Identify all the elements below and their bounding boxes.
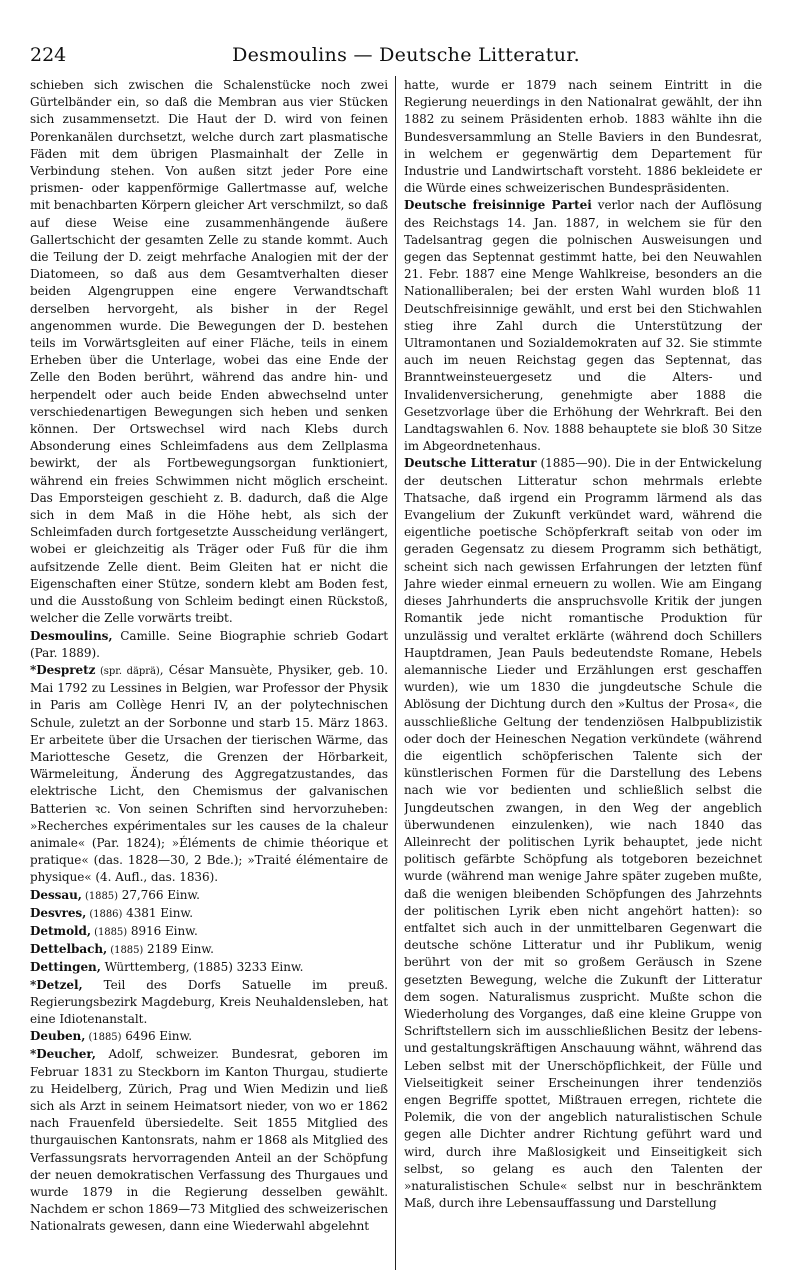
entry-deuben (30, 1028, 388, 1046)
left-column (30, 77, 388, 1267)
running-title: Desmoulins — Deutsche Litteratur. (232, 44, 580, 66)
entry-term: Desmoulins, (30, 628, 113, 643)
entry-text: verlor nach der Auflösung des Reichstags 14. Jan. 1887, in welchem sie für den Tadelsantrag gegen die polnischen Ausweisungen und gegen das Septennat gestimmt hatte, bei den Neuwahlen 21. Febr. 1887 eine Menge Wahlkreise, besonders an die Nationalliberalen; bei der ersten Wahl wurden bloß 11 Deutschfreisinnige gewählt, und erst bei den Stichwahlen stieg ihre Zahl durch die Unterstützung der Ultramontanen und Sozialdemokraten auf 32. Sie stimmte auch im neuen Reichstag gegen das Septennat, das Branntweinsteuergesetz und die Alters- und Invalidenversicherung, genehmigte aber 1888 die Gesetzvorlage über die Erhöhung der Wehrkraft. Bei den Landtagswahlen 6. Nov. 1888 behauptete sie bloß 30 Sitze im Abgeordnetenhaus. (404, 198, 762, 454)
entry-text: 8916 Einw. (127, 923, 198, 938)
entry-text: Württemberg, (1885) 3233 Einw. (100, 960, 304, 975)
entry-text: Teil des Dorfs Satuelle im preuß. Regierungsbezirk Magdeburg, Kreis Neuhaldensleben, hat eine Idiotenanstalt. (30, 977, 388, 1026)
diatom-article-continuation: schieben sich zwischen die Schalenstücke noch zwei Gürtelbänder ein, so daß die Membran aus vier Stücken sich zusammensetzt. Die Haut der D. wird von feinen Porenkanälen durchsetzt, welche durch zart plasmatische Fäden mit dem übrigen Plasmainhalt der Zelle in Verbindung stehen. Von außen sitzt jeder Pore eine prismen- oder kappenförmige Gallertmasse auf, welche mit benachbarten Körpern gleicher Art verschmilzt, so daß auf diese Weise eine zusammenhängende äußere Gallertschicht der gesamten Zelle zu stande kommt. Auch die Teilung der D. zeigt mehrfache Analogien mit der der Diatomeen, so daß aus dem Gesamtverhalten dieser beiden Algengruppen eine engere Verwandtschaft derselben hervorgeht, als bisher in der Regel angenommen wurde. Die Bewegungen der D. bestehen teils im Vorwärtsgleiten auf einer Fläche, teils in einem Erheben über die Unterlage, wobei das eine Ende der Zelle den Boden berührt, während das andre hin- und herpendelt oder auch beide Enden abwechselnd unter verschiedenartigen Bewegungen sich heben und senken können. Der Ortswechsel wird nach Klebs durch Absonderung eines Schleimfadens aus dem Zellplasma bewirkt, der als Fortbewegungsorgan funktioniert, während ein freies Schwimmen nicht möglich erscheint. Das Emporsteigen geschieht z. B. dadurch, daß die Alge sich in dem Maß in die Höhe hebt, als sich der Schleimfaden durch fortgesetzte Ausscheidung verlängert, wobei er gleichzeitig als Träger oder Fuß für die ihm aufsitzende Zelle dient. Beim Gleiten hat er nicht die Eigenschaften einer Stütze, sondern klebt am Boden fest, und die Ausstoßung von Schleim bedingt einen Rückstoß, welcher die Zelle vorwärts treibt. (30, 78, 388, 626)
right-column (404, 77, 762, 1267)
page-header (30, 44, 782, 68)
entry-term: Detmold, (30, 923, 92, 938)
entry-term: Deuben, (30, 1029, 86, 1044)
census-year: (1885) (107, 945, 144, 957)
entry-desvres (30, 905, 388, 923)
entry-term: *Despretz (30, 662, 96, 677)
entry-text: Adolf, schweizer. Bundesrat, geboren im Februar 1831 zu Steckborn im Kanton Thurgau, studierte zu Heidelberg, Zürich, Prag und Wien Medizin und ließ sich als Arzt in seinem Heimatsort nieder, von wo er 1862 nach Frauenfeld übersiedelte. Seit 1855 Mitglied des thurgauischen Kantonsrats, nahm er 1868 als Mitglied des Verfassungsrats hervorragenden Anteil an der Schöpfung der neuen demokratischen Verfassung des Thurgaues und wurde 1879 in die Regierung desselben gewählt. Nachdem er schon 1869—73 Mitglied des schweizerischen Nationalrats gewesen, dann eine Wiederwahl abgelehnt (30, 1047, 388, 1234)
entry-detmold (30, 923, 388, 941)
entry-term: *Detzel, (30, 977, 83, 992)
entry-detzel (30, 977, 388, 1029)
entry-term: Desvres, (30, 905, 87, 920)
entry-text: (1885—90). Die in der Entwickelung der deutschen Litteratur schon mehrmals erlebte Thatsache, daß irgend ein Programm lärmend als das Evangelium der Zukunft verkündet ward, während die eigentliche poetische Schöpferkraft seitab von oder im geraden Gegensatz zu diesem Programm sich bethätigt, scheint sich nach gewissen Erfahrungen der letzten fünf Jahre wieder einmal erneuern zu wollen. Wie am Eingang dieses Jahrhunderts die anspruchsvolle Kritik der jungen Romantik jede nicht romantische Produktion für unzulässig und veraltet erklärte (während doch Schillers Hauptdramen, Jean Pauls bedeutendste Romane, Hebels alemannische Lieder und Erzählungen erst geschaffen wurden), wie um 1830 die jungdeutsche Schule die Ablösung der Dichtung durch den »Kultus der Prosa«, die ausschließliche Geltung der tendenziösen Halbpublizistik oder doch der Heineschen Negation verkündete (während die eigentlich schöpferischen Talente sich der künstlerischen Formen für die Darstellung des Lebens nach wie vor bedienten und schließlich selbst die Jungdeutschen zwangen, in den Weg der angeblich überwundenen einzulenken), wie nach 1840 das Alleinrecht der politischen Lyrik behauptet, jede nicht politisch gefärbte Schöpfung als totgeboren bezeichnet wurde (während man wenige Jahre später zugeben mußte, daß die wenigen bleibenden Schöpfungen des Jahrzehnts der politischen Lyrik eben nicht angehört hatten): so entfaltet sich auch in der unmittelbaren Gegenwart die deutsche schöne Litteratur und ihr Publikum, wenig berührt von der mit so großem Geräusch in Szene gesetzten Bewegung, welche die Zukunft der Litteratur dem sogen. Naturalismus zuspricht. Mußte schon die Wiederholung des Vorganges, daß eine kleine Gruppe von Schriftstellern sich im ausschließlichen Besitz der lebens- und gestaltungskräftigen Anschauung wähnt, während das Leben selbst mit der Unerschöpflichkeit, der Fülle und Vielseitigkeit seiner Erscheinungen ihrer tendenziös engen Begriffe spottet, Mißtrauen erregen, richtete die Polemik, die von der angeblich naturalistischen Schule gegen alle Dichter andrer Richtung geführt ward und wird, durch ihre Maßlosigkeit und Einseitigkeit sich selbst, so gelang es auch den Talenten der »naturalistischen Schule« selbst nur in beschränktem Maß, durch ihre Lebensauffassung und Darstellung (404, 456, 762, 1211)
deucher-continuation: hatte, wurde er 1879 nach seinem Eintritt in die Regierung neuerdings in den Nationalrat gewählt, der ihn 1882 zu seinem Präsidenten erhob. 1883 wählte ihn die Bundesversammlung an Stelle Baviers in den Bundesrat, in welchem er gegenwärtig dem Departement für Industrie und Landwirtschaft vorsteht. 1886 bekleidete er die Würde eines schweizerischen Bundespräsidenten. (404, 78, 762, 196)
census-year: (1885) (81, 890, 118, 902)
entry-desmoulins (30, 628, 388, 662)
entry-term: Dettingen, (30, 960, 101, 975)
entry-text: , César Mansuète, Physiker, geb. 10. Mai 1792 zu Lessines in Belgien, war Professor der Physik in Paris am Collège Henri IV, an der polytechnischen Schule, zuletzt an der Sorbonne und starb 15. März 1863. Er arbeitete über die Ursachen der tierischen Wärme, das Mariottesche Gesetz, die Grenzen der Hörbarkeit, Wärmeleitung, Änderung des Aggregatzustandes, das elektrische Licht, den Chemismus der galvanischen Batterien ꝛc. Von seinen Schriften sind hervorzuheben: »Recherches expérimentales sur les causes de la chaleur animale« (Par. 1824); »Éléments de chimie théorique et pratique« (das. 1828—30, 2 Bde.); »Traité élémentaire de physique« (4. Aufl., das. 1836). (30, 662, 388, 885)
census-year: (1885) (91, 926, 128, 938)
entry-term: *Deucher, (30, 1047, 96, 1062)
entry-term: Dessau, (30, 887, 82, 902)
entry-text: 2189 Einw. (143, 942, 214, 957)
entry-deutsche-freisinnige-partei (404, 197, 762, 455)
entry-dettingen (30, 959, 388, 976)
pronunciation: (spr. däprä) (95, 665, 160, 677)
entry-deucher (30, 1046, 388, 1235)
entry-term: Deutsche freisinnige Partei (404, 198, 592, 213)
entry-deutsche-litteratur (404, 455, 762, 1212)
page-number: 224 (30, 44, 67, 66)
entry-text: Camille. Seine Biographie schrieb Godart (Par. 1889). (30, 628, 388, 660)
entry-dettelbach (30, 941, 388, 959)
entry-text: 6496 Einw. (121, 1029, 193, 1044)
census-year: (1886) (86, 908, 123, 920)
entry-term: Deutsche Litteratur (404, 456, 537, 471)
entry-text: 4381 Einw. (122, 905, 193, 920)
entry-despretz (30, 662, 388, 887)
entry-text: 27,766 Einw. (117, 887, 200, 902)
entry-term: Dettelbach, (30, 942, 108, 957)
column-divider (395, 76, 396, 1270)
entry-dessau (30, 887, 388, 905)
census-year: (1885) (85, 1032, 122, 1044)
